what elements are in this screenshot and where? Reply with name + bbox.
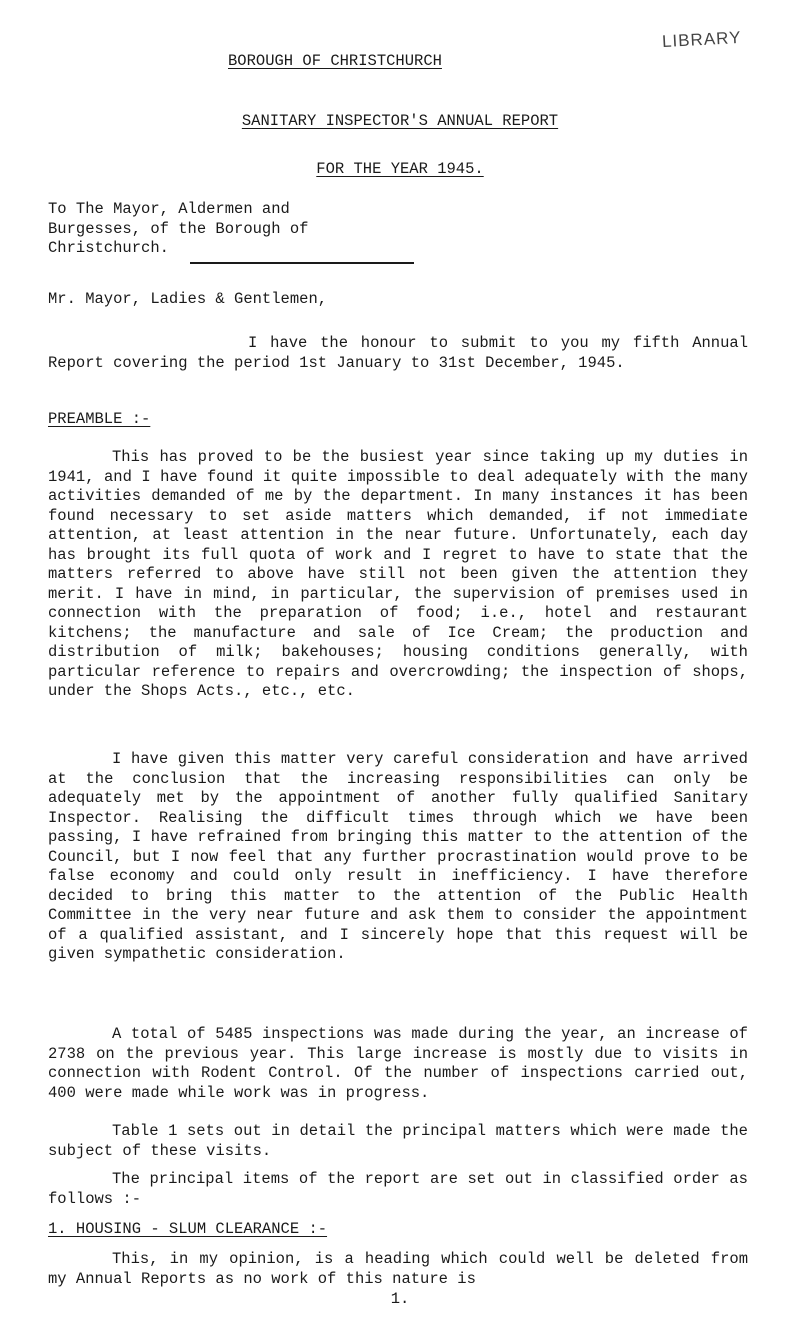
report-title: SANITARY INSPECTOR'S ANNUAL REPORT — [241, 112, 559, 130]
body-paragraph: The principal items of the report are set out in classified order as follows :- — [48, 1170, 748, 1208]
section-paragraph: This, in my opinion, is a heading which could well be deleted from my Annual Reports as no work of this nature is — [48, 1250, 748, 1288]
section-heading: 1. HOUSING - SLUM CLEARANCE :- — [48, 1220, 328, 1238]
salutation: Mr. Mayor, Ladies & Gentlemen, — [48, 290, 328, 308]
body-paragraph: I have given this matter very careful consideration and have arrived at the conclusion that the increasing responsibilities can only be adequately met by the appointment of another fully qualified Sanitary Inspector. Realising the difficult times through which we have been passing, I have refrained from bringing this matter to the attention of the Council, but I now feel that any further procrastination would prove to be false economy and could only result in inefficiency. I have therefore decided to bring this matter to the attention of the Public Health Committee in the very near future and ask them to consider the appointment of a qualified assistant, and I sincerely hope that this request will be given sympathetic consideration. — [48, 750, 748, 963]
address-block: To The Mayor, Aldermen and Burgesses, of the Borough of Christchurch. — [48, 200, 309, 257]
body-paragraph: This has proved to be the busiest year since taking up my duties in 1941, and I have found it quite impossible to deal adequately with the many activities demanded of me by the department. In many instances it has been found necessary to set aside matters which demanded, if not immediate attention, at least attention in the near future. Unfortunately, each day has brought its full quota of work and I regret to have to state that the matters referred to above have still not been given the attention they merit. I have in mind, in particular, the supervision of premises used in connection with the preparation of food; i.e., hotel and restaurant kitchens; the manufacture and sale of Ice Cream; the production and distribution of milk; bakehouses; housing conditions generally, with particular reference to repairs and overcrowding; the inspection of shops, under the Shops Acts., etc., etc. — [48, 448, 748, 700]
borough-heading: BOROUGH OF CHRISTCHURCH — [228, 52, 442, 70]
report-year: FOR THE YEAR 1945. — [316, 160, 484, 178]
divider-rule — [190, 262, 414, 264]
body-paragraph: Table 1 sets out in detail the principal matters which were made the subject of these visits. — [48, 1122, 748, 1160]
page-number: 1. — [390, 1290, 410, 1308]
preamble-heading: PREAMBLE :- — [48, 410, 151, 428]
body-paragraph: A total of 5485 inspections was made during the year, an increase of 2738 on the previous year. This large increase is mostly due to visits in connection with Rodent Control. Of the number of inspections carried out, 400 were made while work was in progress. — [48, 1025, 748, 1102]
intro-paragraph: I have the honour to submit to you my fifth Annual Report covering the period 1st January to 31st December, 1945. — [48, 334, 748, 372]
library-stamp: LIBRARY — [661, 27, 742, 52]
